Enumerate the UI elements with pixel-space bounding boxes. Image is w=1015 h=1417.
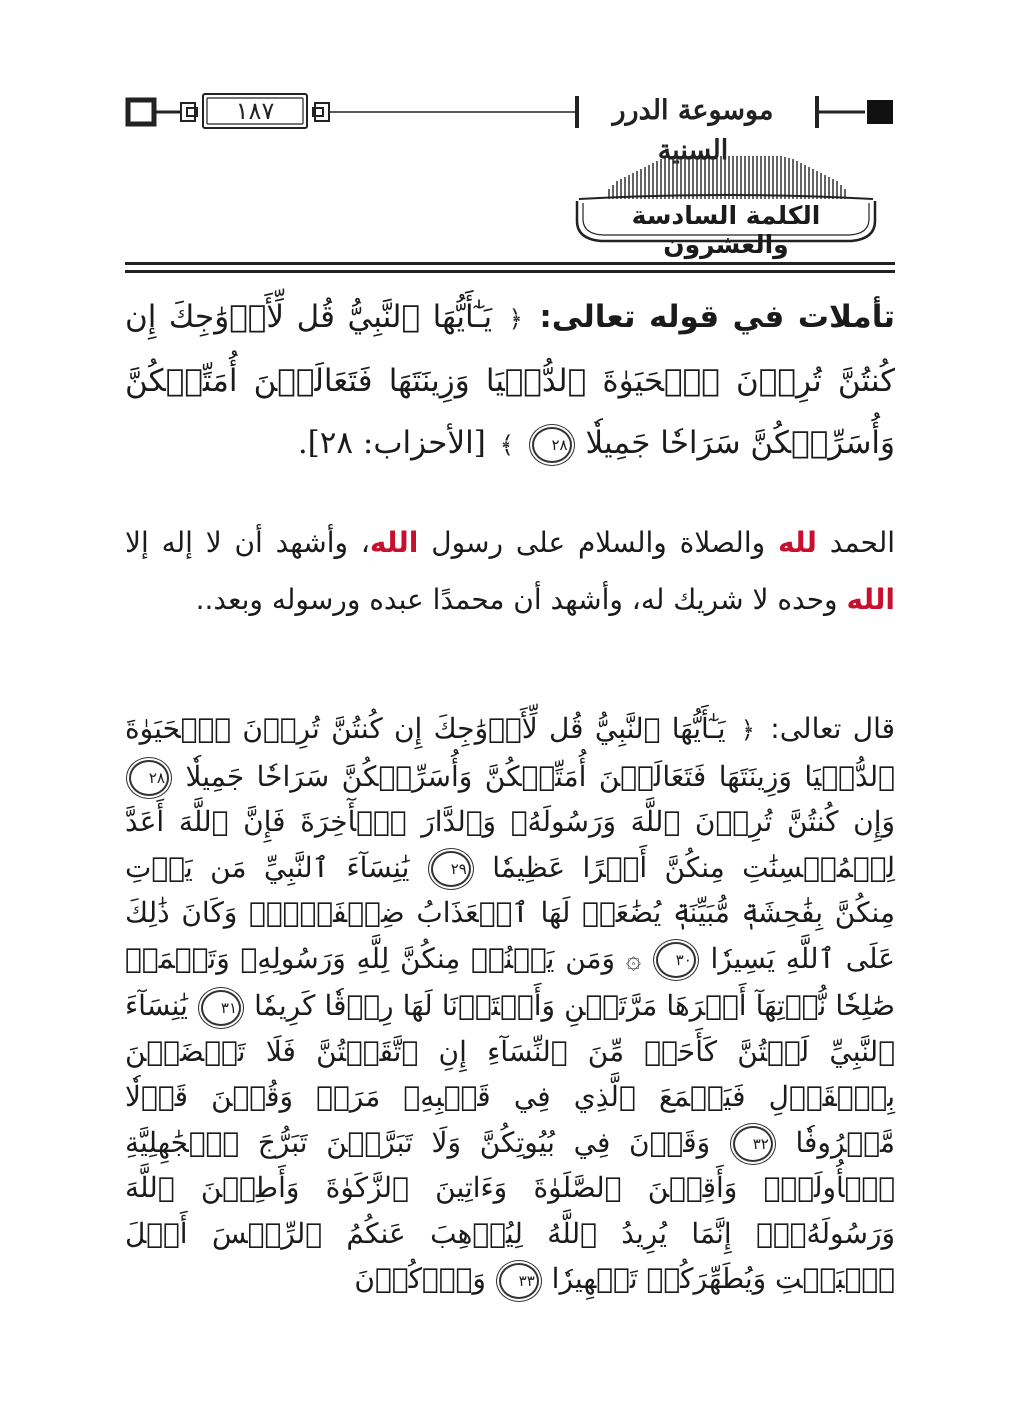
opening-text-2: والصلاة والسلام على رسول xyxy=(431,526,766,559)
intro-verse: يَـٰٓأَيُّهَا ٱلنَّبِيُّ قُل لِّأَزۡوَٰجِكَ إِن كُنتُنَّ تُرِدۡنَ ٱلۡحَيَوٰةَ ٱلدُّنۡيَا وَزِينَتَهَا فَتَعَالَيۡنَ أُمَتِّعۡكُنَّ وَأُسَرِّحۡكُنَّ سَرَاحٗا جَمِيلٗا xyxy=(125,299,895,461)
heading-rule-top xyxy=(125,262,895,265)
verse-text: يَٰنِسَآءَ ٱلنَّبِيِّ لَسۡتُنَّ كَأَحَدٖ مِّنَ ٱلنِّسَآءِ إِنِ ٱتَّقَيۡتُنَّ فَلَا تَخۡضَعۡنَ بِٱلۡقَوۡلِ فَيَطۡمَعَ ٱلَّذِي فِي قَلۡبِهِۦ مَرَضٞ وَقُلۡنَ قَوۡلٗا مَّعۡرُوفٗا xyxy=(125,989,896,1159)
heading-rule-bottom xyxy=(125,270,895,273)
series-title: موسوعة الدرر السنية xyxy=(612,95,774,166)
divine-name-highlight: الله xyxy=(369,526,419,559)
verse-text: وَمَن يَقۡنُتۡ مِنكُنَّ لِلَّهِ وَرَسُولِهِۦ وَتَعۡمَلۡ صَٰلِحٗا نُّؤۡتِهَآ أَجۡرَهَا مَرَّتَيۡنِ وَأَعۡتَدۡنَا لَهَا رِزۡقٗا كَرِيمٗا xyxy=(125,941,895,1022)
ayah-number-marker: ٣٠ xyxy=(656,942,696,978)
page-number: ١٨٧ xyxy=(235,97,275,125)
opening-text-3: ، وأشهد أن لا إله إلا xyxy=(125,526,370,559)
chapter-heading xyxy=(571,155,881,259)
opening-text-4: وحده لا شريك له، وأشهد أن محمدًا عبده ورسوله وبعد.. xyxy=(195,583,838,616)
ayah-number-marker: ٢٩ xyxy=(431,851,471,887)
ayah-number-marker: ٢٨ xyxy=(129,760,169,796)
quran-passage xyxy=(125,706,895,1302)
intro-paragraph xyxy=(125,286,895,476)
verse-text: يَـٰٓأَيُّهَا ٱلنَّبِيُّ قُل لِّأَزۡوَٰجِكَ إِن كُنتُنَّ تُرِدۡنَ ٱلۡحَيَوٰةَ ٱلدُّنۡيَا وَزِينَتَهَا فَتَعَالَيۡنَ أُمَتِّعۡكُنَّ وَأُسَرِّحۡكُنَّ سَرَاحٗا جَمِيلٗا xyxy=(125,712,895,793)
ayah-number-marker: ٣١ xyxy=(201,990,241,1026)
intro-lead: تأملات في قوله تعالى: xyxy=(539,299,895,335)
chapter-title: الكلمة السادسة والعشرون xyxy=(631,201,821,259)
ornate-bracket-open-icon: ﴿ xyxy=(740,716,755,744)
verse-text: وَقَرۡنَ فِي بُيُوتِكُنَّ وَلَا تَبَرَّجۡنَ تَبَرُّجَ ٱلۡجَٰهِلِيَّةِ ٱلۡأُولَىٰۖ وَأَقِمۡنَ ٱلصَّلَوٰةَ وَءَاتِينَ ٱلزَّكَوٰةَ وَأَطِعۡنَ ٱللَّهَ وَرَسُولَهُۥٓۚ إِنَّمَا يُرِيدُ ٱللَّهُ لِيُذۡهِبَ عَنكُمُ ٱلرِّجۡسَ أَهۡلَ ٱلۡبَيۡتِ وَيُطَهِّرَكُمۡ تَطۡهِيرٗا xyxy=(125,1125,895,1295)
divine-name-highlight: الله xyxy=(846,583,895,616)
passage-lead: قال تعالى: xyxy=(770,712,895,745)
opening-paragraph xyxy=(125,514,895,628)
ornate-bracket-open-icon: ﴿ xyxy=(508,305,523,333)
verse-text: وَإِن كُنتُنَّ تُرِدۡنَ ٱللَّهَ وَرَسُولَهُۥ وَٱلدَّارَ ٱلۡأٓخِرَةَ فَإِنَّ ٱللَّهَ أَعَدَّ لِلۡمُحۡسِنَٰتِ مِنكُنَّ أَجۡرًا عَظِيمٗا xyxy=(125,805,896,884)
ayah-number-marker: ٣٢ xyxy=(733,1126,773,1162)
ornate-bracket-close-icon: ﴾ xyxy=(499,431,514,459)
verse-text: يَٰنِسَآءَ ٱلنَّبِيِّ مَن يَأۡتِ مِنكُنَّ بِفَٰحِشَةٖ مُّبَيِّنَةٖ يُضَٰعَفۡ لَهَا ٱلۡعَذَابُ ضِعۡفَيۡنِۚ وَكَانَ ذَٰلِكَ عَلَى ٱللَّهِ يَسِيرٗا xyxy=(125,850,896,975)
ayah-number-marker: ٢٨ xyxy=(532,427,572,463)
ayah-number-marker: ٣٣ xyxy=(499,1263,539,1299)
running-header xyxy=(125,88,895,166)
verse-citation: [الأحزاب: ٢٨]. xyxy=(297,425,486,461)
opening-text-1: الحمد xyxy=(829,526,896,559)
divine-name-highlight: لله xyxy=(777,526,817,559)
hizb-marker-icon: ۞ xyxy=(625,944,642,975)
verse-text: وَٱذۡكُرۡنَ xyxy=(354,1262,486,1295)
